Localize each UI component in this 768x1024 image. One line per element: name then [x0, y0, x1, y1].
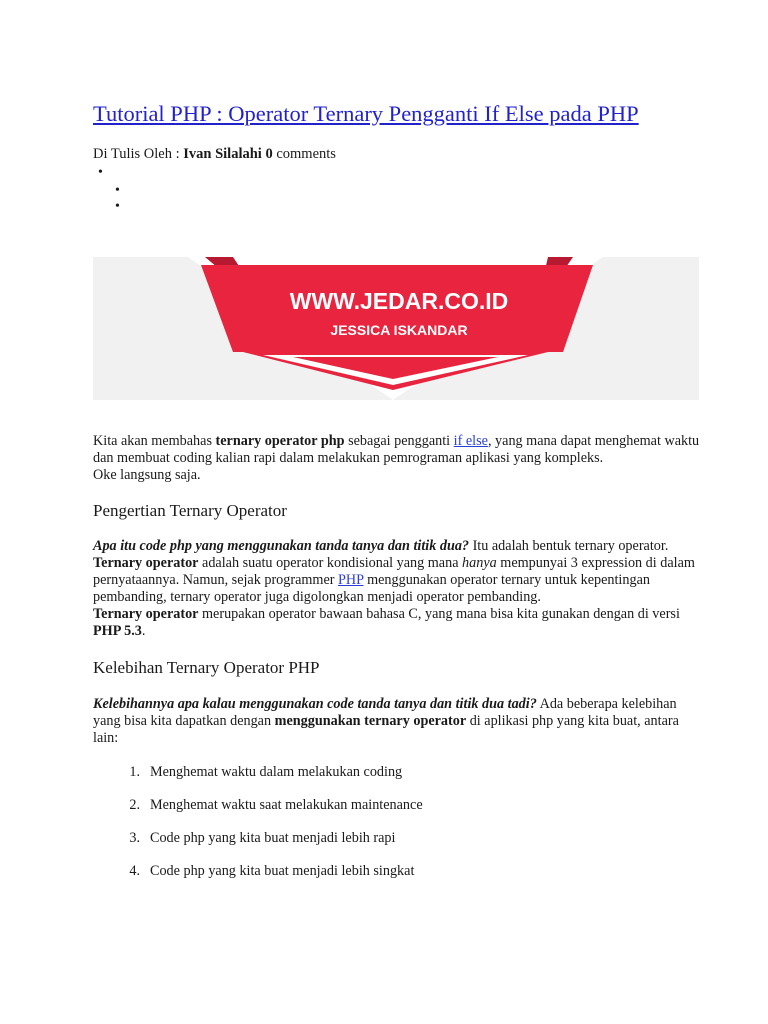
- section-paragraph: [93, 538, 703, 640]
- title-link[interactable]: Tutorial PHP : Operator Ternary Pengganti If Else pada PHP: [93, 101, 639, 126]
- text: , yang mana dapat menghemat waktu dan membuat coding kalian rapi dalam melakukan pemrograman aplikasi yang kompleks.: [93, 433, 700, 466]
- text: di aplikasi php yang kita buat, antara lain:: [93, 713, 679, 746]
- italic-text: hanya: [462, 555, 497, 571]
- banner-graphic: [93, 257, 699, 400]
- share-item[interactable]: [93, 165, 703, 181]
- comment-label[interactable]: comments: [272, 146, 336, 162]
- intro-paragraph: [93, 433, 703, 484]
- list-text: Menghemat waktu saat melakukan maintenance: [150, 797, 423, 813]
- bold-text: PHP 5.3: [93, 623, 142, 639]
- list-number: 3.: [129, 830, 140, 846]
- byline-prefix: Di Tulis Oleh :: [93, 146, 184, 162]
- list-text: Code php yang kita buat menjadi lebih rapi: [150, 830, 396, 846]
- question-text: Apa itu code php yang menggunakan tanda tanya dan titik dua?: [93, 538, 470, 554]
- bold-text: Ternary operator: [93, 606, 199, 622]
- text: Kita akan membahas: [93, 433, 216, 449]
- text: .: [141, 623, 146, 639]
- author-name[interactable]: Ivan Silalahi: [183, 146, 262, 162]
- page-title: [93, 100, 703, 128]
- question-text: Kelebihannya apa kalau menggunakan code tanda tanya dan titik dua tadi?: [93, 696, 537, 712]
- benefits-list: [93, 764, 703, 896]
- banner-image: [93, 257, 699, 400]
- comment-count[interactable]: 0: [265, 146, 273, 162]
- bold-text: ternary operator php: [215, 433, 345, 449]
- share-item[interactable]: [93, 183, 703, 199]
- section-paragraph: [93, 696, 703, 747]
- if-else-link[interactable]: if else: [453, 433, 488, 449]
- text: menggunakan operator ternary untuk kepentingan pembanding, ternary operator juga digolongkan menjadi operator pembanding.: [93, 572, 650, 605]
- list-number: 4.: [129, 863, 140, 879]
- bold-text: menggunakan ternary operator: [274, 713, 467, 729]
- text: mempunyai 3 expression di dalam pernyataannya. Namun, sejak programmer: [93, 555, 695, 588]
- banner-subtitle-text: JESSICA ISKANDAR: [330, 322, 468, 338]
- share-item[interactable]: [93, 199, 703, 215]
- list-text: Code php yang kita buat menjadi lebih singkat: [150, 863, 415, 879]
- text: Oke langsung saja.: [93, 467, 201, 483]
- bold-text: Ternary operator: [93, 555, 199, 571]
- list-item: [93, 764, 703, 797]
- list-number: 1.: [129, 764, 140, 780]
- text: Itu adalah bentuk ternary operator.: [469, 538, 669, 554]
- text: Ada beberapa kelebihan yang bisa kita dapatkan dengan: [93, 696, 677, 729]
- byline: [93, 145, 703, 163]
- article-body: [93, 433, 703, 896]
- list-item: [93, 830, 703, 863]
- list-text: Menghemat waktu dalam melakukan coding: [150, 764, 403, 780]
- share-list: [93, 165, 703, 215]
- php-link[interactable]: PHP: [338, 572, 364, 588]
- section-heading: Pengertian Ternary Operator: [93, 501, 287, 520]
- section-heading: Kelebihan Ternary Operator PHP: [93, 658, 320, 677]
- article: [93, 100, 703, 879]
- text: merupakan operator bawaan bahasa C, yang mana bisa kita gunakan dengan di versi: [198, 606, 680, 622]
- list-item: [93, 797, 703, 830]
- list-number: 2.: [129, 797, 140, 813]
- text: sebagai pengganti: [344, 433, 454, 449]
- list-item: [93, 863, 703, 896]
- banner-site-text: WWW.JEDAR.CO.ID: [289, 288, 509, 314]
- text: adalah suatu operator kondisional yang mana: [198, 555, 463, 571]
